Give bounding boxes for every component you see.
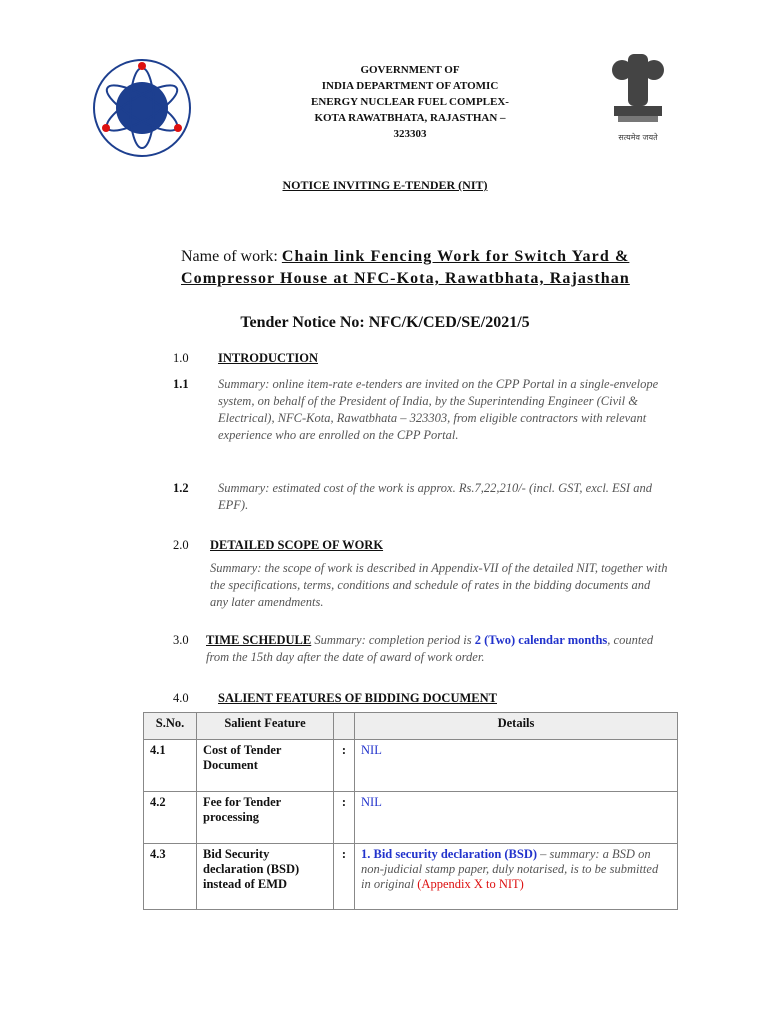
section-number: 1.0: [173, 351, 189, 365]
emblem-caption: सत्यमेव जयते: [618, 133, 658, 142]
section-1-1: [173, 376, 673, 466]
completion-period: 2 (Two) calendar months: [474, 633, 608, 647]
section-number: 3.0: [173, 633, 189, 647]
row-feature: Cost of Tender Document: [197, 740, 334, 792]
table-row: [144, 844, 678, 910]
org-line-5: 323303: [393, 128, 427, 140]
section-heading: TIME SCHEDULE: [206, 633, 312, 647]
org-line-4: KOTA RAWATBHATA, RAJASTHAN –: [314, 112, 506, 124]
section-summary: Summary: the scope of work is described in Appendix-VII of the detailed NIT, together with the specifications, terms, conditions and schedule of rates in the bidding documents and any later amendments.: [210, 561, 668, 609]
bsd-label: 1. Bid security declaration (BSD): [361, 847, 538, 861]
national-emblem: [604, 48, 672, 148]
row-details: [355, 844, 678, 910]
bsd-summary: – summary: a BSD on non-judicial stamp paper, duly notarised, is to be submitted in original: [361, 847, 659, 891]
org-line-1: GOVERNMENT OF: [360, 64, 460, 76]
table-header: S.No.: [144, 713, 197, 740]
work-name-prefix: Name of work:: [181, 248, 282, 265]
section-2-0-summary: [210, 560, 670, 611]
row-colon: :: [334, 792, 355, 844]
table-row: [144, 792, 678, 844]
row-details: NIL: [355, 792, 678, 844]
notice-title: NOTICE INVITING E-TENDER (NIT): [282, 178, 488, 192]
name-of-work: [181, 246, 701, 290]
table-header: Salient Feature: [197, 713, 334, 740]
section-heading: SALIENT FEATURES OF BIDDING DOCUMENT: [218, 691, 497, 705]
section-summary: Summary: online item-rate e-tenders are invited on the CPP Portal in a single-envelope system, on behalf of the President of India, by the Superintending Engineer (Civil & Electrical), NFC-Kota, Rawatbhata – 323303, from eligible contractors with relevant experience who are enrolled on the CPP Portal.: [218, 377, 659, 442]
table-row: [144, 740, 678, 792]
org-line-2: INDIA DEPARTMENT OF ATOMIC: [321, 80, 499, 92]
section-number: 1.2: [173, 481, 189, 495]
tender-notice-number: Tender Notice No: NFC/K/CED/SE/2021/5: [240, 314, 530, 331]
org-line-3: ENERGY NUCLEAR FUEL COMPLEX-: [311, 96, 509, 108]
section-number: 4.0: [173, 691, 189, 705]
row-feature: Bid Security declaration (BSD) instead of EMD: [197, 844, 334, 910]
table-header: [334, 713, 355, 740]
section-heading: DETAILED SCOPE OF WORK: [210, 538, 384, 552]
nfc-logo: [92, 58, 192, 158]
table-header: Details: [355, 713, 678, 740]
section-1-2: [173, 480, 673, 520]
row-sno: 4.2: [144, 792, 197, 844]
organisation-header: [300, 62, 520, 142]
work-name-value: Chain link Fencing Work for Switch Yard & Compressor House at NFC-Kota, Rawatbhata, Rajasthan: [181, 248, 630, 287]
section-summary-a: Summary: completion period is: [314, 633, 475, 647]
row-sno: 4.1: [144, 740, 197, 792]
row-colon: :: [334, 844, 355, 910]
row-feature: Fee for Tender processing: [197, 792, 334, 844]
section-heading: INTRODUCTION: [218, 351, 319, 365]
row-colon: :: [334, 740, 355, 792]
row-details: NIL: [355, 740, 678, 792]
section-summary: Summary: estimated cost of the work is approx. Rs.7,22,210/- (incl. GST, excl. ESI and EPF).: [218, 481, 652, 512]
row-sno: 4.3: [144, 844, 197, 910]
section-number: 2.0: [173, 538, 189, 552]
section-number: 1.1: [173, 377, 189, 391]
bsd-appendix-ref: (Appendix X to NIT): [417, 877, 524, 891]
salient-features-table: [143, 712, 678, 910]
table-header-row: [144, 713, 678, 740]
section-summary-b: , counted from the 15th day after the date of award of work order.: [206, 633, 654, 664]
